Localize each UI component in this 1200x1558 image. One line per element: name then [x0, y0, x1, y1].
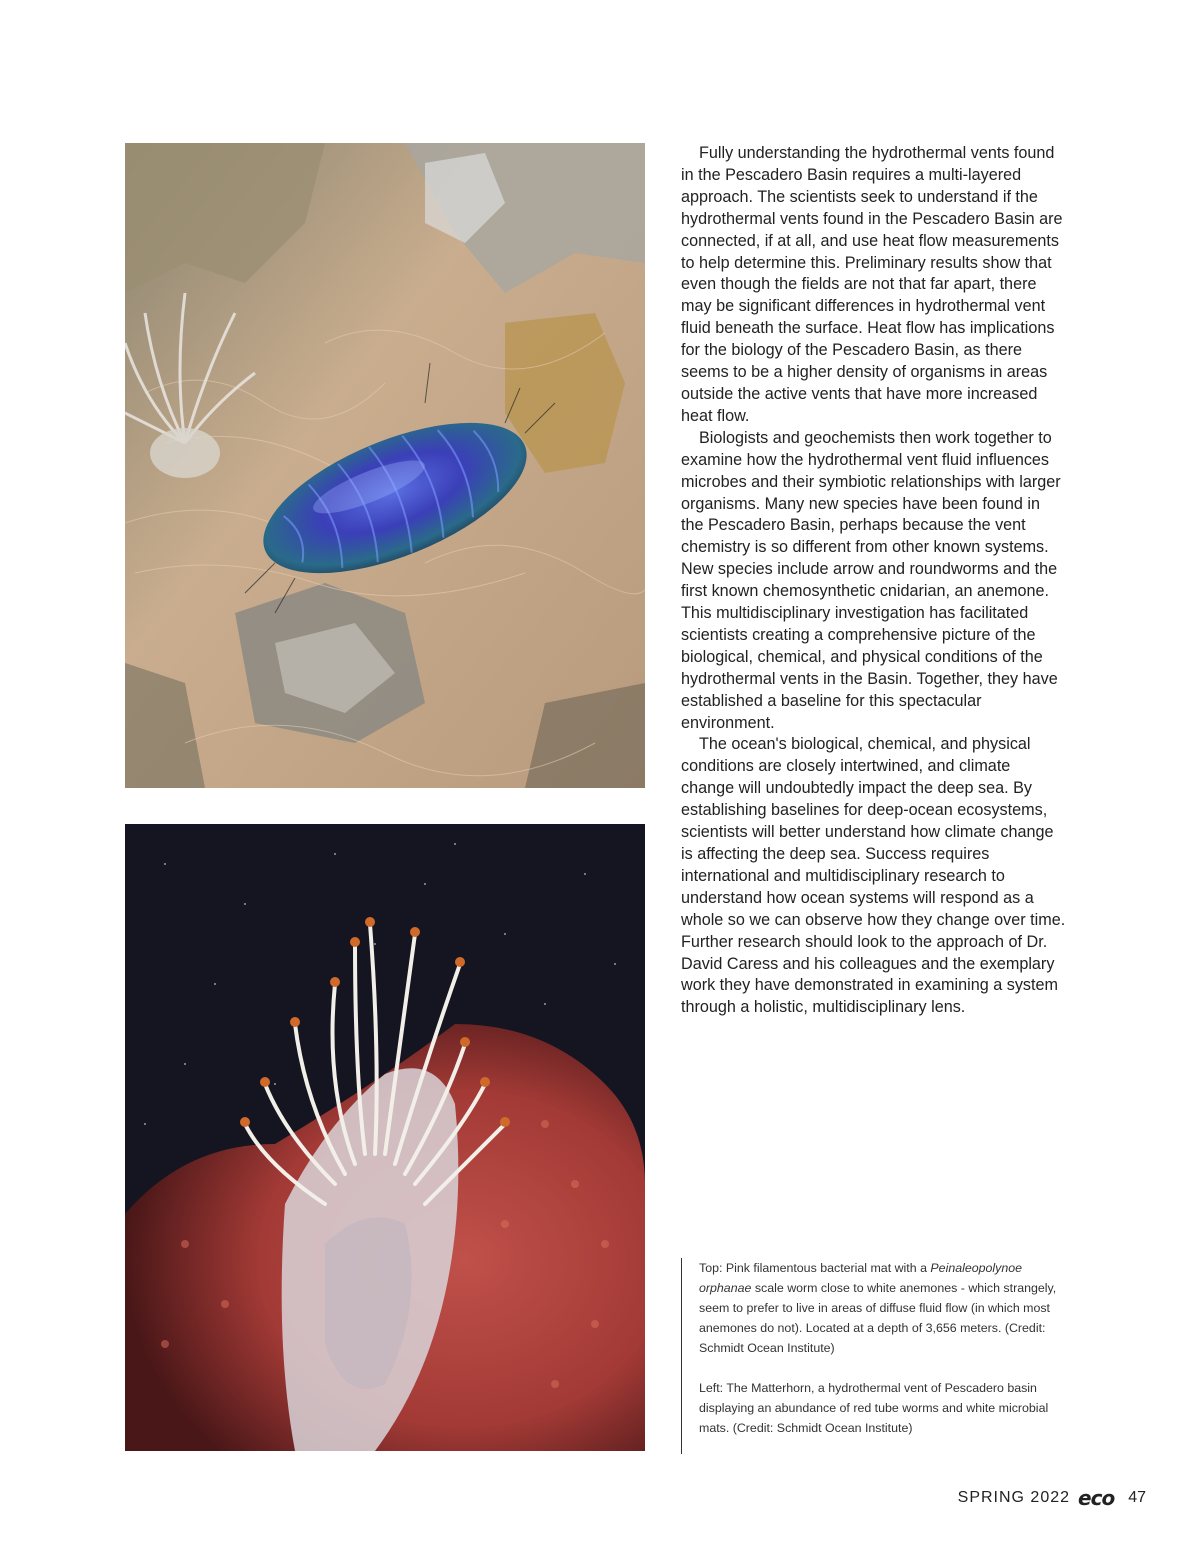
- article-body: [681, 143, 1066, 1019]
- caption-species-name: Peinaleopolynoe orphanae: [699, 1261, 1023, 1295]
- caption-left: Left: The Matterhorn, a hydrothermal vent of Pescadero basin displaying an abundance of red tube worms and white microbial mats. (Credit: Schmidt Ocean Institute): [699, 1381, 1049, 1435]
- photo-matterhorn-vent: [125, 824, 645, 1451]
- issue-label: SPRING 2022: [957, 1489, 1071, 1506]
- page-footer: [958, 1486, 1146, 1510]
- article-paragraph: Fully understanding the hydrothermal vents found in the Pescadero Basin requires a multi-layered approach. The scientists seek to understand if the hydrothermal vents found in the Pescadero Basin are connected, if at all, and use heat flow measurements to help determine this. Preliminary results show that even though the fields are not that far apart, there may be significant differences in hydrothermal vent fluid beneath the surface. Heat flow has implications for the biology of the Pescadero Basin, as there seems to be a higher density of organisms in areas outside the active vents that have more increased heat flow.: [681, 144, 1063, 425]
- photo-scale-worm: [125, 143, 645, 788]
- caption-top-prefix: Top: Pink filamentous bacterial mat with a: [699, 1261, 927, 1275]
- photo-captions: [681, 1258, 1061, 1454]
- caption-top-rest: scale worm close to white anemones - which strangely, seem to prefer to live in areas of diffuse fluid flow (in which most anemones do not). Located at a depth of 3,656 meters. (Credit: Schmidt Ocean Institute): [699, 1281, 1057, 1355]
- scale-worm-image: [125, 143, 645, 788]
- article-paragraph: The ocean's biological, chemical, and physical conditions are closely intertwined, and climate change will undoubtedly impact the deep sea. By establishing baselines for deep-ocean ecosystems, scientists will better understand how climate change is affecting the deep sea. Success requires international and multidisciplinary research to understand how ocean systems will respond as a whole so we can observe how they change over time. Further research should look to the approach of Dr. David Caress and his colleagues and the exemplary work they have demonstrated in examining a system through a holistic, multidisciplinary lens.: [681, 735, 1066, 1017]
- matterhorn-image: [125, 824, 645, 1451]
- page-number: 47: [1128, 1489, 1146, 1506]
- article-paragraph: Biologists and geochemists then work together to examine how the hydrothermal vent fluid influences microbes and their symbiotic relationships with larger organisms. Many new species have been found in the Pescadero Basin, perhaps because the vent chemistry is so different from other known systems. New species include arrow and roundworms and the first known chemosynthetic cnidarian, an anemone. This multidisciplinary investigation has facilitated scientists creating a comprehensive picture of the biological, chemical, and physical conditions of the hydrothermal vents in the Basin. Together, they have established a baseline for this spectacular environment.: [681, 428, 1061, 732]
- magazine-logo: eco: [1078, 1486, 1115, 1510]
- caption-top: [699, 1258, 1061, 1358]
